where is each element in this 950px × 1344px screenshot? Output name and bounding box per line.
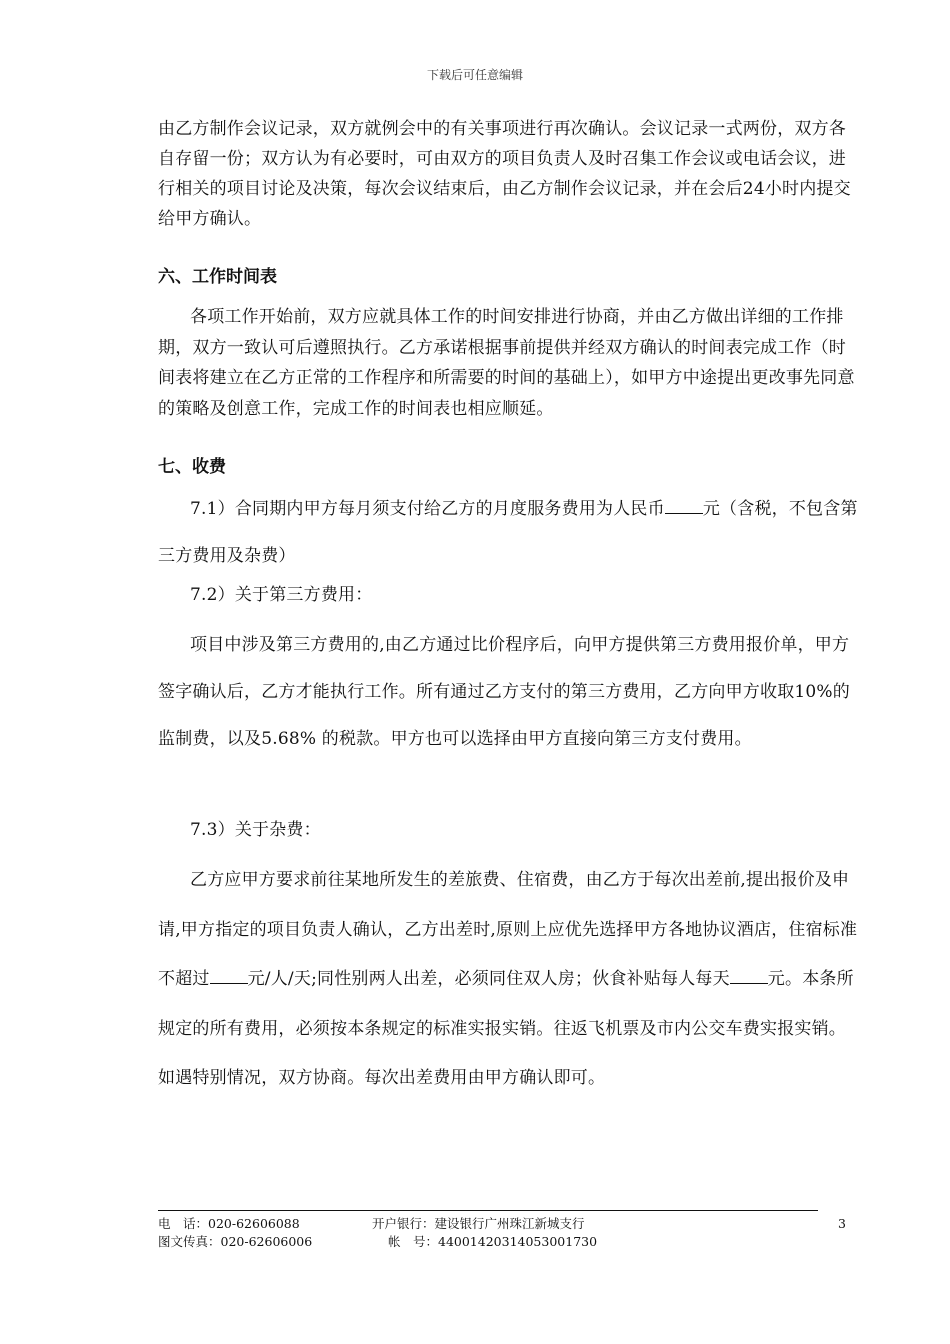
lodging-blank[interactable] — [210, 968, 248, 984]
footer-fax: 图文传真：020-62606006 — [158, 1234, 313, 1249]
section6-heading: 六、工作时间表 — [158, 267, 277, 287]
footer-account: 帐 号：44001420314053001730 — [388, 1234, 598, 1249]
clause-7-3-part1: 乙方应甲方要求前往某地所发生的差旅费、住宿费，由乙方于每次出差前,提出报价及申请,甲方指定的项目负责人确认，乙方出差时,原则上应优先选择甲方各地协议酒店，住宿标准不超过 — [158, 870, 858, 989]
page-number: 3 — [838, 1216, 846, 1231]
clause-7-1 — [158, 486, 858, 580]
clause-7-2-body: 项目中涉及第三方费用的,由乙方通过比价程序后，向甲方提供第三方费用报价单，甲方签字确认后，乙方才能执行工作。所有通过乙方支付的第三方费用，乙方向甲方收取10%的监制费，以及5.68% 的税款。甲方也可以选择由甲方直接向第三方支付费用。 — [158, 635, 850, 749]
footer-bank: 开户银行：建设银行广州珠江新城支行 — [372, 1216, 585, 1231]
meeting-paragraph: 由乙方制作会议记录，双方就例会中的有关事项进行再次确认。会议记录一式两份，双方各自存留一份；双方认为有必要时，可由双方的项目负责人及时召集工作会议或电话会议，进行相关的项目讨论及决策，每次会议结束后，由乙方制作会议记录，并在会后24小时内提交给甲方确认。 — [158, 119, 851, 229]
meal-blank[interactable] — [730, 968, 768, 984]
clause-7-3-part2: 元/人/天;同性别两人出差，必须同住双人房；伙食补贴每人每天 — [247, 969, 730, 989]
clause-7-1-text: 7.1）合同期内甲方每月须支付给乙方的月度服务费用为人民币 — [190, 499, 665, 519]
clause-7-3-body — [158, 856, 858, 1104]
page-header: 下载后可任意编辑 — [426, 68, 523, 82]
clause-7-2-title: 7.2）关于第三方费用： — [190, 585, 373, 605]
fee-blank[interactable] — [665, 498, 703, 514]
clause-7-3-title: 7.3）关于杂费： — [190, 820, 321, 840]
clause-7-3-part3: 元。本条所规定的所有费用，必须按本条规定的标准实报实销。往返飞机票及市内公交车费实报实销。如遇特别情况，双方协商。每次出差费用由甲方确认即可。 — [158, 969, 854, 1088]
footer-phone: 电 话：020-62606088 — [158, 1216, 300, 1231]
section7-heading: 七、收费 — [158, 457, 226, 477]
footer-divider — [158, 1210, 818, 1211]
section6-body: 各项工作开始前，双方应就具体工作的时间安排进行协商，并由乙方做出详细的工作排期，双方一致认可后遵照执行。乙方承诺根据事前提供并经双方确认的时间表完成工作（时间表将建立在乙方正常的工作程序和所需要的时间的基础上），如甲方中途提出更改事先同意的策略及创意工作，完成工作的时间表也相应顺延。 — [158, 307, 855, 419]
clause-7-1-text-end: 元（含税，不包含第三方费用及杂费） — [158, 499, 858, 566]
